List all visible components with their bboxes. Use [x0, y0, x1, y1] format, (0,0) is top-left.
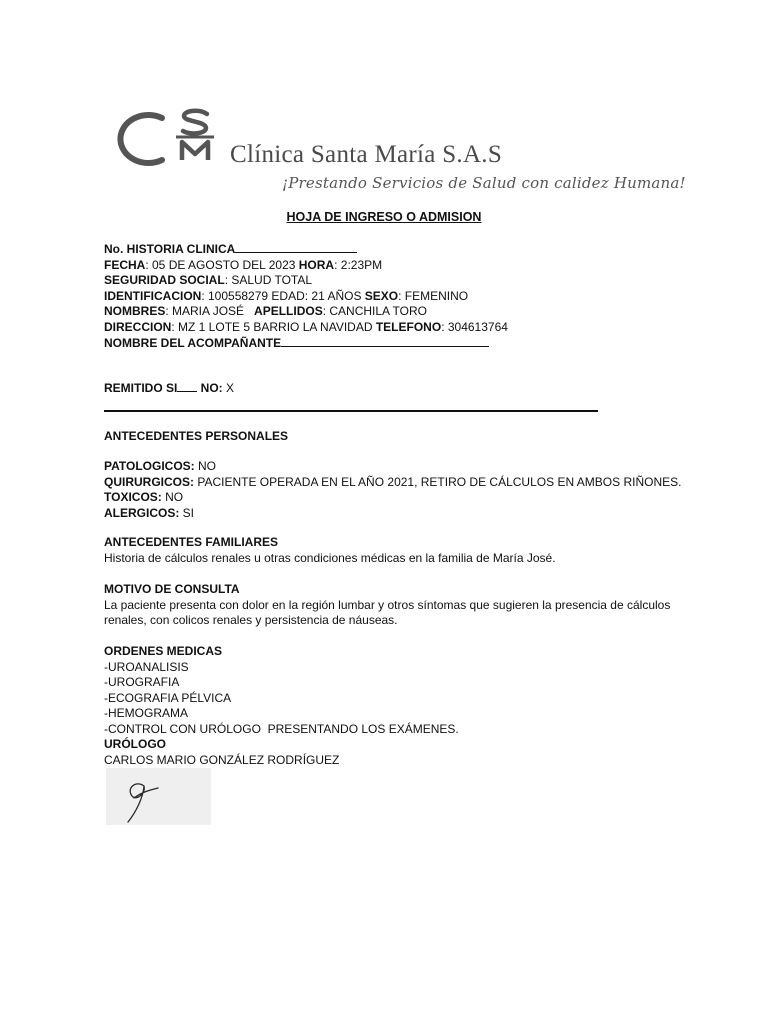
remitido-si-blank — [177, 380, 197, 392]
remitido-si-label: REMITIDO SI — [104, 381, 178, 395]
patologicos-row — [104, 459, 681, 475]
orden-item: -CONTROL CON URÓLOGO PRESENTANDO LOS EXÁMENES. — [104, 721, 459, 736]
telefono-label: TELEFONO — [375, 319, 442, 334]
motivo-heading: MOTIVO DE CONSULTA — [104, 582, 240, 596]
orden-item: -UROGRAFIA — [104, 675, 180, 689]
orden-item: -ECOGRAFIA PÉLVICA — [104, 690, 232, 705]
acompanante-row — [104, 335, 508, 352]
orden-item: -HEMOGRAMA — [104, 706, 188, 720]
quirurgicos-value: PACIENTE OPERADA EN EL AÑO 2021, RETIRO DE CÁLCULOS EN AMBOS RIÑONES. — [194, 474, 682, 489]
nombres-value: : MARIA JOSÉ — [165, 304, 255, 318]
toxicos-label: TOXICOS: — [104, 490, 162, 504]
direccion-value: : MZ 1 LOTE 5 BARRIO LA NAVIDAD — [171, 319, 376, 334]
acompanante-blank — [281, 335, 489, 347]
seguridad-label: SEGURIDAD SOCIAL — [104, 273, 225, 287]
clinic-logo — [104, 108, 224, 168]
clinic-name: Clínica Santa María S.A.S — [230, 141, 503, 168]
sexo-label: SEXO — [364, 288, 399, 303]
urologo-heading: URÓLOGO — [104, 737, 166, 751]
antecedentes-familiares — [104, 535, 556, 566]
section-divider — [104, 410, 598, 412]
identificacion-row — [104, 289, 508, 305]
nombres-label: NOMBRES — [104, 304, 166, 318]
toxicos-row — [104, 490, 681, 506]
antecedentes-personales — [104, 429, 288, 445]
toxicos-value: NO — [161, 490, 184, 504]
quirurgicos-row — [104, 475, 681, 491]
orden-item: -UROANALISIS — [104, 659, 189, 674]
admission-info — [104, 241, 508, 352]
identificacion-value: : 100558279 EDAD: 21 AÑOS — [201, 288, 365, 303]
sexo-value: : FEMENINO — [398, 288, 469, 303]
antecedentes-familiares-heading: ANTECEDENTES FAMILIARES — [104, 535, 279, 549]
document-title: HOJA DE INGRESO O ADMISION — [286, 210, 482, 224]
hora-value: : 2:23PM — [334, 257, 383, 272]
urologo-name: CARLOS MARIO GONZÁLEZ RODRÍGUEZ — [104, 752, 340, 767]
patologicos-value: NO — [194, 459, 217, 473]
clinic-tagline: ¡Prestando Servicios de Salud con calidez Humana! — [282, 174, 686, 192]
alergicos-value: SI — [179, 505, 195, 520]
antecedentes-personales-heading: ANTECEDENTES PERSONALES — [104, 429, 289, 443]
antecedentes-personales-list — [104, 459, 681, 521]
remitido-no-value: X — [222, 381, 235, 395]
fecha-row — [104, 258, 508, 274]
alergicos-row — [104, 506, 681, 522]
alergicos-label: ALERGICOS: — [104, 505, 180, 520]
remitido-row — [104, 380, 234, 397]
hora-label: HORA — [298, 257, 335, 272]
antecedentes-familiares-text: Historia de cálculos renales u otras condiciones médicas en la familia de María José. — [104, 550, 556, 565]
telefono-value: : 304613764 — [441, 319, 508, 334]
direccion-row — [104, 320, 508, 336]
seguridad-value: : SALUD TOTAL — [224, 273, 313, 287]
motivo-line-1: La paciente presenta con dolor en la región lumbar y otros síntomas que sugieren la presencia de cálculos — [104, 597, 671, 612]
urologist-signature — [106, 768, 211, 825]
seguridad-row — [104, 273, 508, 289]
nombres-row — [104, 304, 508, 320]
apellidos-value: : CANCHILA TORO — [322, 304, 427, 318]
motivo-consulta — [104, 582, 670, 629]
motivo-line-2: renales, con colicos renales y persistencia de náuseas. — [104, 613, 398, 627]
fecha-value: : 05 DE AGOSTO DEL 2023 — [145, 257, 299, 272]
historia-row — [104, 241, 508, 258]
apellidos-label: APELLIDOS — [254, 304, 323, 318]
historia-label: No. HISTORIA CLINICA — [104, 242, 236, 256]
ordenes-heading: ORDENES MEDICAS — [104, 644, 223, 658]
fecha-label: FECHA — [104, 257, 146, 272]
patologicos-label: PATOLOGICOS: — [104, 459, 195, 473]
acompanante-label: NOMBRE DEL ACOMPAÑANTE — [104, 336, 282, 350]
ordenes-medicas — [104, 644, 459, 768]
identificacion-label: IDENTIFICACION — [104, 288, 202, 303]
historia-blank — [235, 241, 357, 253]
direccion-label: DIRECCION — [104, 319, 172, 334]
remitido-no-label: NO: — [197, 381, 223, 395]
quirurgicos-label: QUIRURGICOS: — [104, 474, 194, 489]
